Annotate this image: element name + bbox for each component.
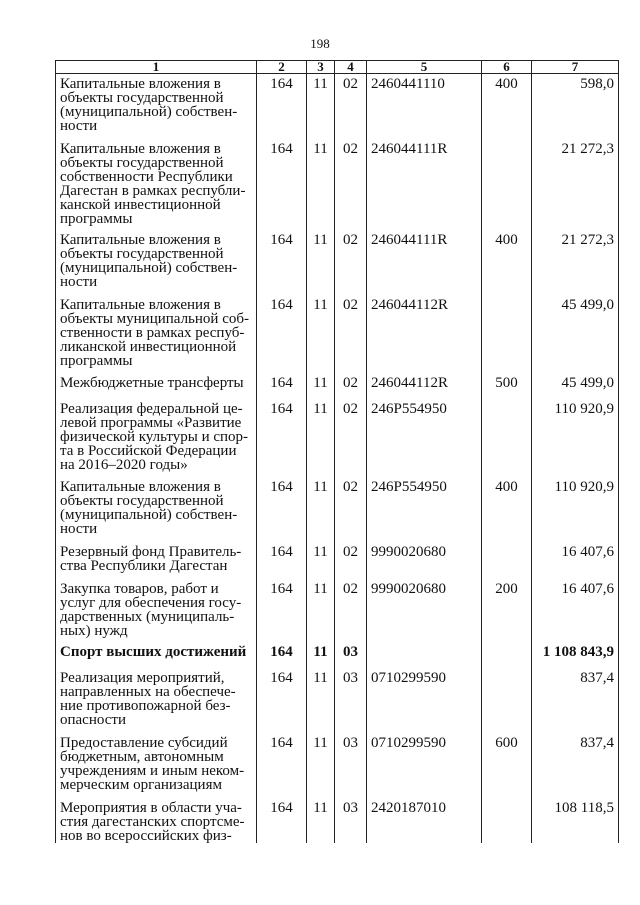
row-expense-type-cell [482,295,532,373]
row-target-article-cell: 246044112R [367,295,482,373]
row-amount-cell: 837,4 [532,733,619,798]
row-name-cell: Капитальные вложения в объекты государственной (муниципальной) собствен-ности [56,74,257,139]
row-expense-type-cell [482,399,532,477]
table-row [56,668,619,733]
row-amount-cell: 598,0 [532,74,619,139]
row-target-article-cell: 246044112R [367,373,482,399]
row-name-cell: Капитальные вложения в объекты муниципальной соб-ственности в рамках респуб-ликанской инвестиционной программы [56,295,257,373]
table-row [56,542,619,579]
budget-table [55,60,619,843]
row-subsection-cell: 02 [335,373,367,399]
row-target-article-cell: 2460441110 [367,74,482,139]
row-admin-code-cell: 164 [257,295,307,373]
row-name-cell: Мероприятия в области уча-стия дагестанских спортсме-нов во всероссийских физ- [56,798,257,843]
row-section-cell: 11 [307,373,335,399]
header-col-5: 5 [367,61,482,74]
row-name-cell: Спорт высших достижений [56,642,257,668]
row-subsection-cell: 02 [335,399,367,477]
row-expense-type-cell [482,542,532,579]
row-admin-code-cell: 164 [257,542,307,579]
row-section-cell: 11 [307,399,335,477]
row-name-cell: Капитальные вложения в объекты государственной собственности Республики Дагестан в рамках республи-канской инвестиционной программы [56,139,257,230]
header-col-4: 4 [335,61,367,74]
table-body [56,74,619,843]
row-target-article-cell: 246044111R [367,230,482,295]
row-subsection-cell: 02 [335,74,367,139]
row-target-article-cell: 2420187010 [367,798,482,843]
row-section-cell: 11 [307,139,335,230]
row-amount-cell: 45 499,0 [532,373,619,399]
row-admin-code-cell: 164 [257,642,307,668]
row-admin-code-cell: 164 [257,668,307,733]
row-admin-code-cell: 164 [257,798,307,843]
row-admin-code-cell: 164 [257,477,307,542]
row-target-article-cell: 246044111R [367,139,482,230]
table-row [56,642,619,668]
row-target-article-cell [367,642,482,668]
row-subsection-cell: 02 [335,139,367,230]
row-section-cell: 11 [307,477,335,542]
row-subsection-cell: 03 [335,798,367,843]
row-subsection-cell: 02 [335,542,367,579]
row-target-article-cell: 0710299590 [367,733,482,798]
row-expense-type-cell: 400 [482,230,532,295]
table-row [56,733,619,798]
row-amount-cell: 21 272,3 [532,230,619,295]
row-expense-type-cell: 400 [482,477,532,542]
header-col-2: 2 [257,61,307,74]
row-target-article-cell: 9990020680 [367,579,482,642]
row-expense-type-cell [482,798,532,843]
row-name-cell: Реализация федеральной це-левой программы «Развитие физической культуры и спор-та в Российской Федерации на 2016–2020 годы» [56,399,257,477]
header-col-1: 1 [56,61,257,74]
row-name-cell: Капитальные вложения в объекты государственной (муниципальной) собствен-ности [56,477,257,542]
row-section-cell: 11 [307,668,335,733]
table-row [56,399,619,477]
row-name-cell: Реализация мероприятий, направленных на обеспече-ние противопожарной без-опасности [56,668,257,733]
row-admin-code-cell: 164 [257,399,307,477]
row-expense-type-cell [482,642,532,668]
row-subsection-cell: 03 [335,642,367,668]
row-expense-type-cell [482,668,532,733]
row-admin-code-cell: 164 [257,139,307,230]
row-amount-cell: 110 920,9 [532,399,619,477]
table-row [56,477,619,542]
row-amount-cell: 16 407,6 [532,579,619,642]
row-expense-type-cell: 500 [482,373,532,399]
row-section-cell: 11 [307,642,335,668]
row-target-article-cell: 246P554950 [367,477,482,542]
row-amount-cell: 45 499,0 [532,295,619,373]
row-name-cell: Предоставление субсидий бюджетным, автономным учреждениям и иным неком-мерческим организациям [56,733,257,798]
row-target-article-cell: 246P554950 [367,399,482,477]
row-name-cell: Капитальные вложения в объекты государственной (муниципальной) собствен-ности [56,230,257,295]
table-row [56,579,619,642]
row-section-cell: 11 [307,733,335,798]
row-amount-cell: 108 118,5 [532,798,619,843]
row-name-cell: Межбюджетные трансферты [56,373,257,399]
row-admin-code-cell: 164 [257,733,307,798]
header-col-6: 6 [482,61,532,74]
row-target-article-cell: 9990020680 [367,542,482,579]
table-row [56,230,619,295]
row-subsection-cell: 02 [335,579,367,642]
row-admin-code-cell: 164 [257,373,307,399]
row-name-cell: Закупка товаров, работ и услуг для обеспечения госу-дарственных (муниципаль-ных) нужд [56,579,257,642]
row-section-cell: 11 [307,295,335,373]
row-amount-cell: 837,4 [532,668,619,733]
header-col-7: 7 [532,61,619,74]
table-row [56,139,619,230]
row-amount-cell: 110 920,9 [532,477,619,542]
table-header-row [56,61,619,74]
page-number: 198 [310,36,330,51]
table-row [56,74,619,139]
row-subsection-cell: 02 [335,477,367,542]
row-admin-code-cell: 164 [257,74,307,139]
row-expense-type-cell: 200 [482,579,532,642]
row-expense-type-cell: 400 [482,74,532,139]
row-subsection-cell: 02 [335,295,367,373]
row-amount-cell: 16 407,6 [532,542,619,579]
row-admin-code-cell: 164 [257,579,307,642]
row-section-cell: 11 [307,798,335,843]
row-expense-type-cell: 600 [482,733,532,798]
row-section-cell: 11 [307,579,335,642]
table-row [56,798,619,843]
row-amount-cell: 1 108 843,9 [532,642,619,668]
row-subsection-cell: 02 [335,230,367,295]
row-subsection-cell: 03 [335,668,367,733]
row-amount-cell: 21 272,3 [532,139,619,230]
row-section-cell: 11 [307,74,335,139]
row-target-article-cell: 0710299590 [367,668,482,733]
row-admin-code-cell: 164 [257,230,307,295]
row-section-cell: 11 [307,230,335,295]
table-row [56,373,619,399]
row-section-cell: 11 [307,542,335,579]
row-expense-type-cell [482,139,532,230]
row-subsection-cell: 03 [335,733,367,798]
header-col-3: 3 [307,61,335,74]
row-name-cell: Резервный фонд Правитель-ства Республики Дагестан [56,542,257,579]
table-row [56,295,619,373]
